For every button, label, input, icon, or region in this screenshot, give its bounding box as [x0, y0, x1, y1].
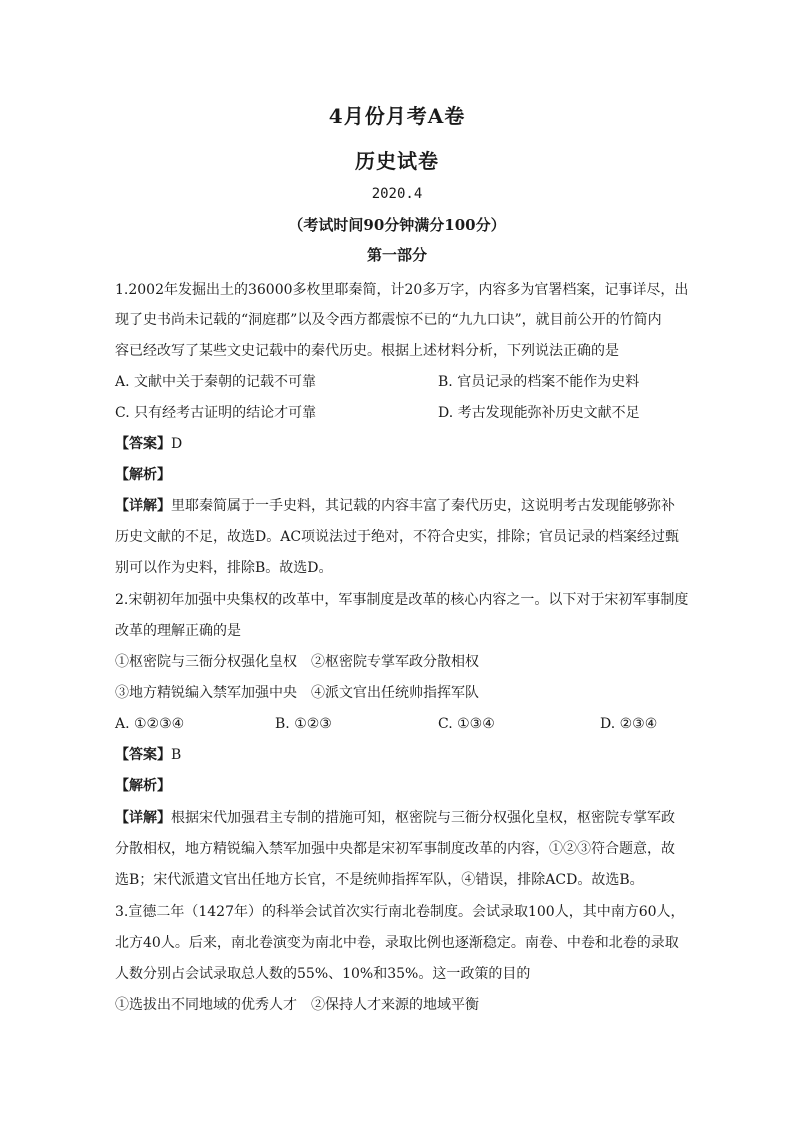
q2-analysis-tag: 【解析】 [115, 778, 171, 794]
q2-detail-line [115, 808, 675, 828]
detail-tag: 【详解】 [115, 810, 171, 826]
exam-subject: 历史试卷 [355, 149, 439, 173]
exam-date: 2020.4 [371, 186, 423, 202]
q1-detail-line [115, 496, 675, 516]
q2-answer [115, 745, 181, 765]
answer-tag: 【答案】 [115, 436, 171, 452]
q1-stem-line: 1.2002年发掘出土的36000多枚里耶秦简，计20多万字，内容多为官署档案，记事详尽，出 [115, 282, 689, 298]
q2-detail-line: 分散相权，地方精锐编入禁军加强中央都是宋初军事制度改革的内容，①②③符合题意，故 [115, 841, 675, 857]
q2-option-a: A. ①②③④ [115, 716, 185, 732]
q1-detail-line: 历史文献的不足，故选D。AC项说法过于绝对，不符合史实，排除；官员记录的档案经过甄 [115, 529, 680, 545]
q2-stem-line: 2.宋朝初年加强中央集权的改革中，军事制度是改革的核心内容之一。以下对于宋初军事制度 [115, 592, 689, 608]
q1-option-b: B. 官员记录的档案不能作为史料 [438, 374, 640, 390]
q3-stem-line: 人数分别占会试录取总人数的55%、10%和35%。这一政策的目的 [115, 966, 531, 982]
q2-stem-line: 改革的理解正确的是 [115, 623, 241, 639]
q1-answer [115, 434, 182, 454]
q1-option-a: A. 文献中关于秦朝的记载不可靠 [115, 374, 317, 390]
answer-value: B [171, 747, 182, 763]
q1-option-c: C. 只有经考古证明的结论才可靠 [115, 405, 317, 421]
q1-detail-line: 别可以作为史料，排除B。故选D。 [115, 560, 333, 576]
q1-option-d: D. 考古发现能弥补历史文献不足 [438, 405, 640, 421]
section-title: 第一部分 [366, 246, 427, 264]
exam-info: （考试时间90分钟满分100分） [288, 216, 506, 234]
detail-text: 根据宋代加强君主专制的措施可知，枢密院与三衙分权强化皇权，枢密院专掌军政 [171, 810, 675, 826]
q1-stem-line: 现了史书尚未记载的“洞庭郡”以及令西方都震惊不已的“九九口诀”，就目前公开的竹简内 [115, 312, 662, 328]
detail-tag: 【详解】 [115, 498, 171, 514]
q2-stem-line: ③地方精锐编入禁军加强中央 ④派文官出任统帅指挥军队 [115, 685, 479, 701]
q1-stem-line: 容已经改写了某些文史记载中的秦代历史。根据上述材料分析，下列说法正确的是 [115, 343, 619, 359]
q3-stem-line: 3.宣德二年（1427年）的科举会试首次实行南北卷制度。会试录取100人，其中南方60人， [115, 904, 685, 920]
q1-analysis-tag: 【解析】 [115, 467, 171, 483]
exam-title: 4月份月考A卷 [328, 104, 466, 128]
detail-text: 里耶秦简属于一手史料，其记载的内容丰富了秦代历史，这说明考古发现能够弥补 [171, 498, 675, 514]
q2-option-d: D. ②③④ [600, 716, 658, 732]
q3-stem-line: 北方40人。后来，南北卷演变为南北中卷，录取比例也逐渐稳定。南卷、中卷和北卷的录取 [115, 935, 679, 951]
answer-tag: 【答案】 [115, 747, 171, 763]
q2-option-b: B. ①②③ [275, 716, 332, 732]
q2-detail-line: 选B；宋代派遣文官出任地方长官，不是统帅指挥军队，④错误，排除ACD。故选B。 [115, 872, 644, 888]
q2-stem-line: ①枢密院与三衙分权强化皇权 ②枢密院专掌军政分散相权 [115, 654, 479, 670]
q2-option-c: C. ①③④ [438, 716, 495, 732]
q3-stem-line: ①选拔出不同地域的优秀人才 ②保持人才来源的地域平衡 [115, 997, 479, 1013]
answer-value: D [171, 436, 183, 452]
